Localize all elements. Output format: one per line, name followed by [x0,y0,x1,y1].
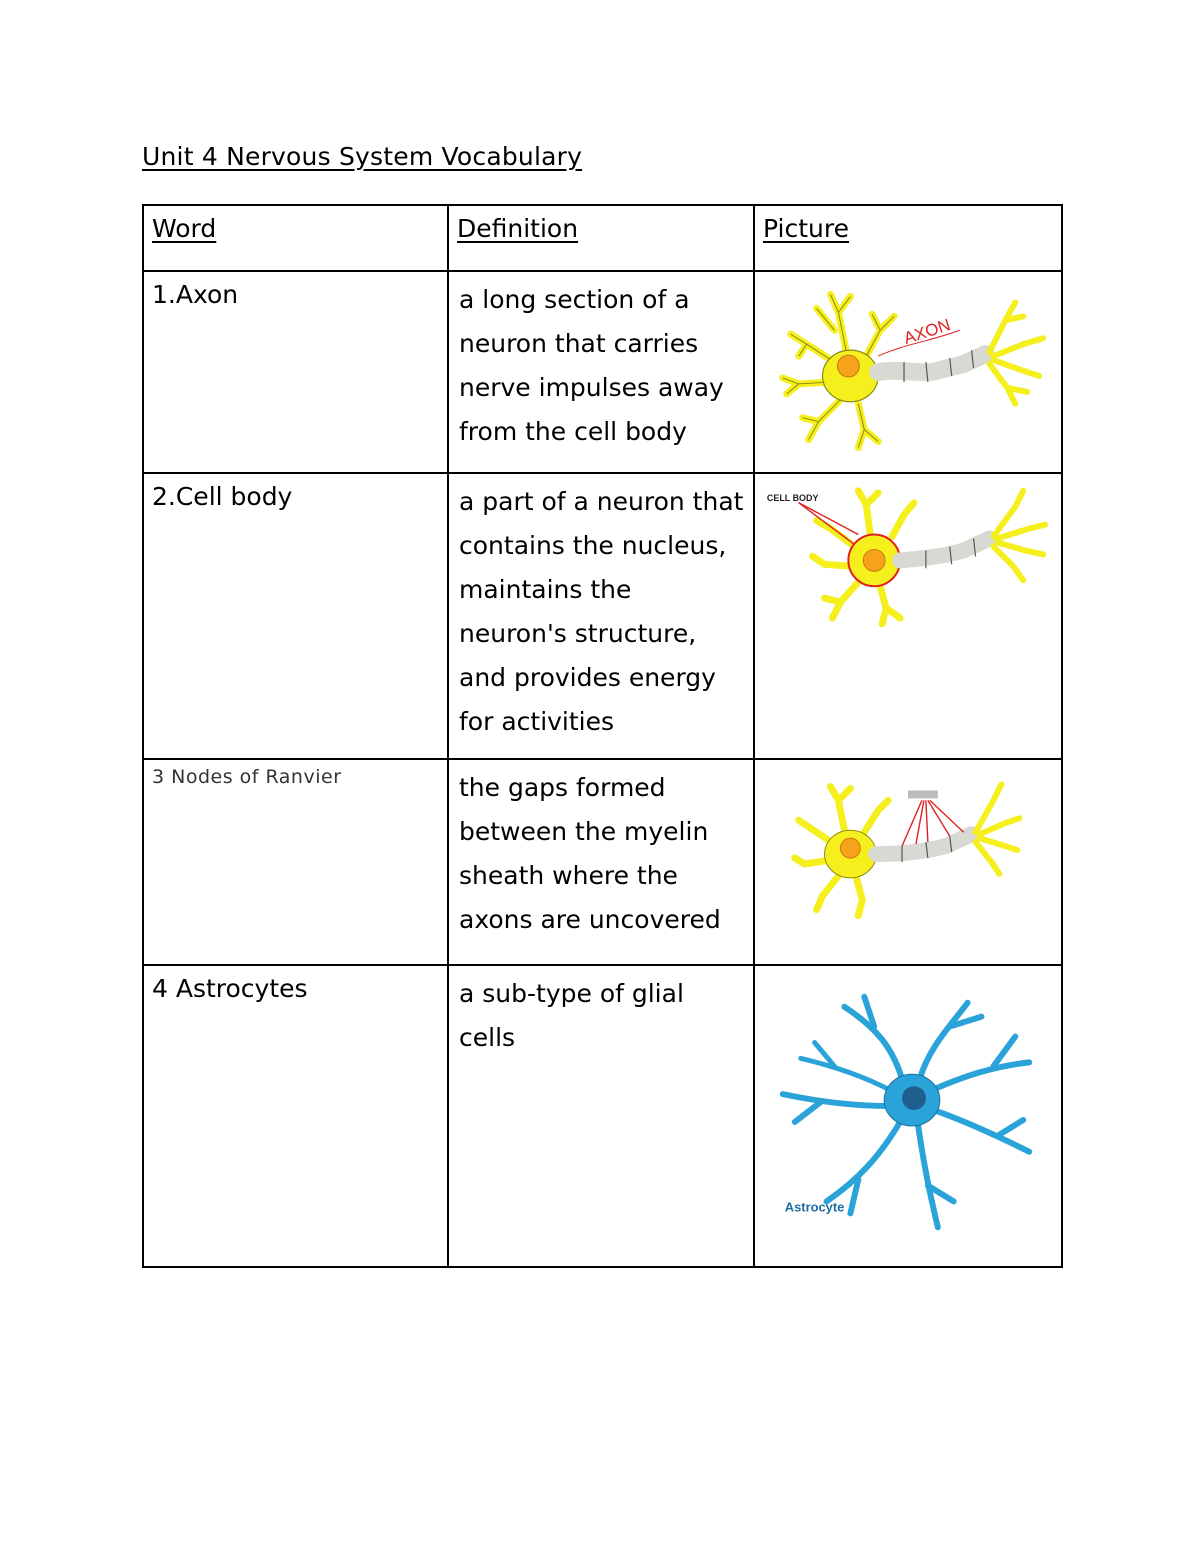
nodes-caption-mark [908,790,938,798]
header-cell-definition [448,205,754,271]
table-row [143,965,1062,1267]
astrocyte-label: Astrocyte [784,1199,845,1215]
word-cell [143,759,448,965]
picture-cell [754,271,1062,473]
vocab-word: 4 Astrocytes [152,974,308,1003]
definition-cell [448,965,754,1267]
page-title: Unit 4 Nervous System Vocabulary [142,142,583,171]
picture-cell [754,473,1062,759]
vocab-word: 1.Axon [152,280,239,309]
axon-terminals [993,491,1045,580]
neuron-cell-body-picture [755,474,1061,758]
header-picture: Picture [763,214,849,243]
picture-cell [754,759,1062,965]
vocab-definition: the gaps formed between the myelin sheath where the axons are uncovered [459,773,721,934]
picture-cell [754,965,1062,1267]
astrocyte-nucleus [902,1086,926,1110]
table-row [143,759,1062,965]
header-cell-word [143,205,448,271]
nucleus [863,549,885,571]
nucleus [840,838,860,858]
definition-cell [448,271,754,473]
myelin-sheath [878,354,985,372]
table-row [143,473,1062,759]
myelin-sheath [900,539,989,561]
myelin-sheath [876,834,971,854]
vocab-definition: a long section of a neuron that carries nerve impulses away from the cell body [459,285,724,446]
vocab-word: 2.Cell body [152,482,293,511]
neuron-nodes-picture [755,760,1061,964]
vocabulary-table [142,204,1063,1268]
neuron-axon-picture [755,272,1061,472]
cell-body-label: CELL BODY [766,492,819,503]
vocab-word: 3 Nodes of Ranvier [152,766,342,788]
nucleus [837,355,859,377]
word-cell [143,271,448,473]
astrocyte-picture [755,966,1061,1266]
vocab-definition: a sub-type of glial cells [459,979,684,1052]
axon-terminals [976,785,1020,874]
table-header-row [143,205,1062,271]
header-cell-picture [754,205,1062,271]
word-cell [143,965,448,1267]
header-definition: Definition [457,214,579,243]
table-row [143,271,1062,473]
word-cell [143,473,448,759]
definition-cell [448,759,754,965]
definition-cell [448,473,754,759]
axon-terminals [989,302,1043,403]
vocab-definition: a part of a neuron that contains the nucleus, maintains the neuron's structure, and provides energy for activities [459,487,744,736]
header-word: Word [152,214,217,243]
axon-label: AXON [901,315,953,348]
